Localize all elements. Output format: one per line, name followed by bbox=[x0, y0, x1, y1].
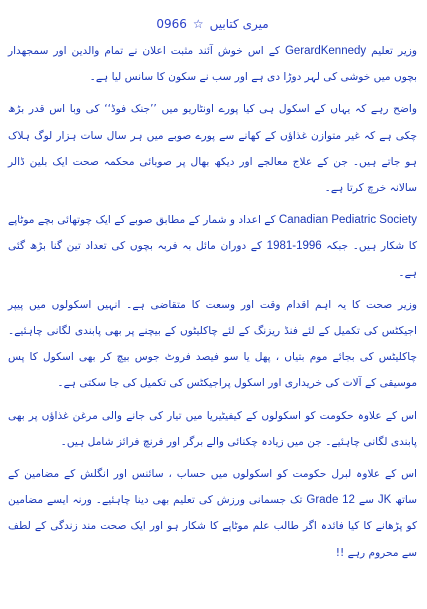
paragraph-text: کے اعداد و شمار کے مطابق صوبے کے ایک چوتھائی بچے موٹاپے کا شکار ہیں۔ جبکہ bbox=[8, 214, 417, 253]
paragraph-text: تک جسمانی ورزش کی تعلیم بھی دینا چاہئیے۔ ورنہ ایسے مضامین کو پڑھانے کا کیا فائدہ اگر طالب علم موٹاپے کا شکار ہو اور ایک صحت مند زندگی کے لطف سے محروم رہے !! bbox=[8, 494, 417, 559]
article-body bbox=[8, 38, 417, 566]
paragraph-text: کے دوران مائل بہ فربہ بچوں کی تعداد تین گنا بڑھ گئی ہے۔ bbox=[8, 240, 417, 279]
paragraph-text: وزیر صحت کا یہ اہم اقدام وقت اور وسعت کا متقاضی ہے۔ انہیں اسکولوں میں پیپر اجیکٹس کی تکمیل کے لئے فنڈ ریزنگ کے لئے چاکلیٹوں کے بیچنے پر بھی پابندی لگانی چاہئیے۔ چاکلیٹس کی بجائے موم بتیاں ، پھل یا سو فیصد فروٹ جوس بیچ کر بھی اسکول کا پس موسیقی کے آلات کی خریداری اور اسکول پراجیکٹس کی تکمیل کی جا سکتی ہے۔ bbox=[8, 298, 417, 390]
paragraph-text: اس کے علاوہ حکومت کو اسکولوں کے کیفیٹیریا میں تیار کی جانے والی مرغن غذاؤں پر بھی پابندی لگانی چاہئیے۔ جن میں زیادہ چکنائی والے برگر اور فرنچ فرائز شامل ہیں۔ bbox=[8, 409, 417, 448]
page-header bbox=[8, 10, 417, 38]
latin-term: Grade 12 bbox=[306, 494, 355, 507]
latin-term: GerardKennedy bbox=[284, 45, 367, 57]
paragraph-3 bbox=[8, 207, 417, 286]
paragraph-text: اس کے علاوہ لبرل حکومت کو اسکولوں میں حساب ، سائنس اور انگلش کے مضامین کے ساتھ bbox=[8, 468, 417, 507]
latin-term: 1981-1996 bbox=[266, 240, 322, 253]
paragraph-2 bbox=[8, 96, 417, 201]
paragraph-5 bbox=[8, 403, 417, 455]
paragraph-1 bbox=[8, 38, 417, 90]
page-number: 0966 bbox=[156, 17, 187, 31]
paragraph-6 bbox=[8, 461, 417, 566]
paragraph-4 bbox=[8, 292, 417, 397]
paragraph-text: واضح رہے کہ یہاں کے اسکول ہی کیا پورے اونٹاریو میں ’’جنک فوڈ‘‘ کی وبا اس قدر بڑھ چکی ہے کہ غیر متوازن غذاؤں کے کھانے سے پورے صوبے میں ہر سال سات ہزار لوگ ہلاک ہو جاتے ہیں۔ جن کے علاج معالجے اور دیکھ بھال پر صوبائی محکمہ صحت ایک بلین ڈالر سالانہ خرچ کرتا ہے۔ bbox=[8, 103, 417, 195]
latin-term: JK bbox=[377, 494, 392, 507]
paragraph-text: کے اس خوش آئند مثبت اعلان نے تمام والدین اور سمجھدار بچوں میں خوشی کی لہر دوڑا دی ہے اور سب نے سکون کا سانس لیا ہے۔ bbox=[8, 45, 417, 84]
book-title: میری کتابیں bbox=[209, 17, 269, 31]
star-icon: ☆ bbox=[192, 17, 204, 31]
latin-term: Canadian Pediatric Society bbox=[278, 214, 417, 227]
paragraph-text: سے bbox=[354, 494, 378, 507]
paragraph-text: وزیر تعلیم bbox=[366, 45, 417, 57]
